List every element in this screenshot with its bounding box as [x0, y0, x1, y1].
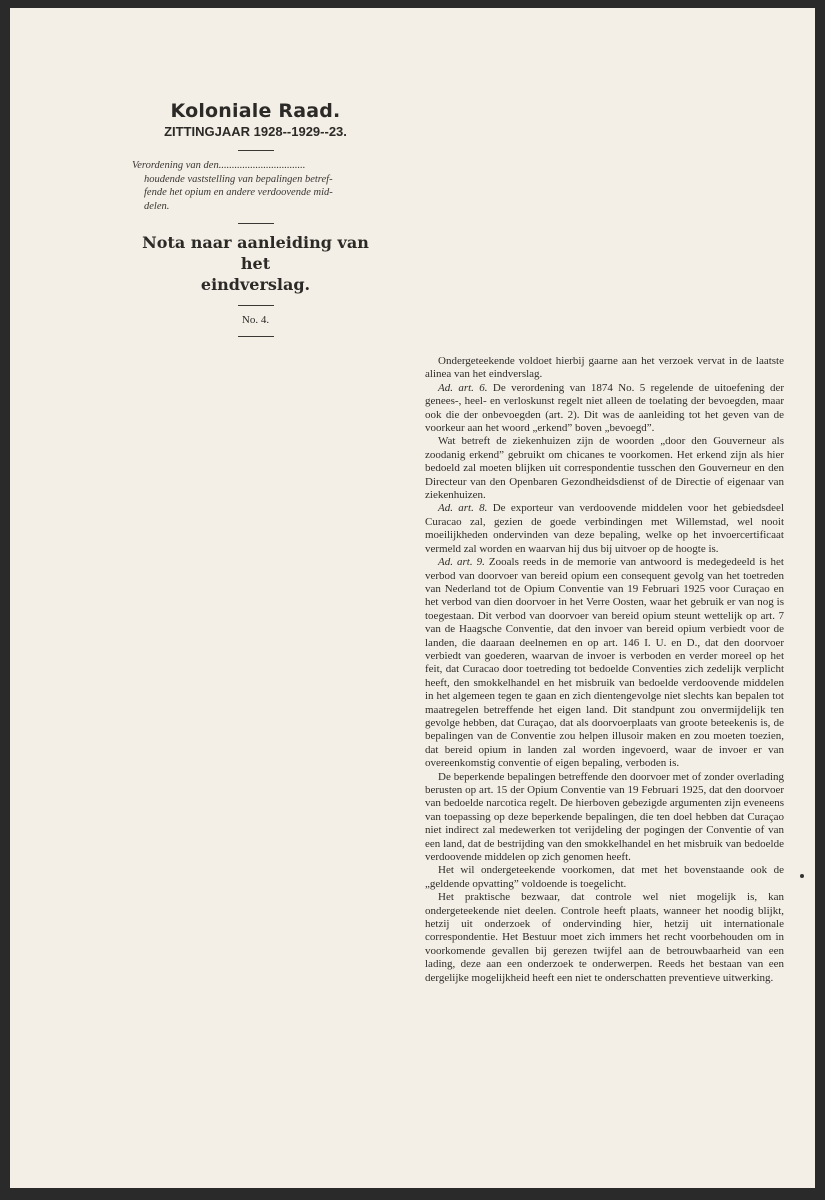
paragraph: De beperkende bepalingen betreffende den doorvoer met of zonder overlading berusten op art. 15 der Opium Conventie van 19 Februari 1925, dat den doorvoer van bedoelde narcotica regelt. De hierboven gebezigde argumenten zijn eveneens van toepassing op deze beperkende bepalingen, die ten doel hebben dat Curaçao niet indirect zal medewerken tot verijdeling der pogingen der Conventie of van een land, dat de bestrijding van den smokkelhandel en het misbruik van bedoelde verdoovende middelen op zich genomen heeft.	[425, 770, 784, 864]
divider	[238, 150, 274, 151]
paragraph-text: De verordening van 1874 No. 5 regelende de uitoefening der genees-, heel- en verloskunst regelt niet alleen de toelating der bevoegden, maar ook die der onbevoegden (art. 2). Dit was de aanleiding tot het geven van de voorkeur aan het woord „erkend” boven „bevoegd”.	[425, 381, 785, 435]
article-reference: Ad. art. 8.	[438, 502, 488, 515]
ordinance-line: Verordening van den.................................	[132, 160, 306, 171]
article-reference: Ad. art. 6.	[438, 381, 488, 394]
ordinance-line: fende het opium en andere verdoovende mid-	[144, 187, 333, 198]
article-reference: Ad. art. 9.	[438, 556, 485, 569]
paragraph: Wat betreft de ziekenhuizen zijn de woorden „door den Gouverneur als zoodanig erkend” gebruikt om chicanes te voorkomen. Het erkend zijn als hier bedoeld zal moeten blijken uit correspondentie tusschen den Gouverneur en den Directeur van den Openbaren Gezondheidsdienst of de Directie of eigenaar van ziekenhuizen.	[425, 435, 784, 502]
paragraph	[425, 556, 784, 771]
heading-block	[128, 100, 383, 337]
divider	[238, 336, 274, 337]
divider	[238, 223, 274, 224]
ordinance-description	[132, 159, 383, 213]
session-year: ZITTINGJAAR 1928--1929--23.	[164, 124, 347, 139]
council-name: Koloniale Raad.	[170, 100, 341, 122]
paragraph: Het wil ondergeteekende voorkomen, dat met het bovenstaande ook de „geldende opvatting” voldoende is toegelicht.	[425, 864, 784, 890]
paragraph-text: De exporteur van verdoovende middelen voor het gebiedsdeel Curacao zal, gezien de goede verbindingen met Willemstad, wel nooit moeilijkheden ondervinden van deze bepaling, welke op het invoercertificaat vermeld zal worden en waarvan hij dus bij uitvoer op de hoogte is.	[425, 502, 784, 555]
paragraph	[425, 382, 784, 436]
ordinance-line: houdende vaststelling van bepalingen betref-	[144, 173, 333, 185]
paragraph-text: Zooals reeds in de memorie van antwoord is medegedeeld is het verbod van doorvoer van bereid opium een consequent gevolg van het toetreden van Nederland tot de Opium Conventie van 19 Februari 1925 voor Curaçao en het verbod van dien doorvoer in het Verre Oosten, waar het gebruik er van nog is toegestaan. Dit verbod van doorvoer van bereid opium steunt wettelijk op art. 7 van de Haagsche Conventie, dat den invoer van bereid opium verbiedt voor de landen, die daaraan deelnemen en op art. 146 I. U. en D., dat den doorvoer verbiedt van goederen, waarvan de invoer is verboden en verder moreel op het feit, dat Curacao door toetreding tot bedoelde Conventies zich zedelijk verplicht heeft, den smokkelhandel en het misbruik van bedoelde verdoovende middelen in het algemeen tegen te gaan en zich dientengevolge niet slechts kan bepalen tot maatregelen betreffende het eigen land. Dit standpunt zou onvermijdelijk ten gevolge hebben, dat Curaçao, dat als doorvoerplaats van groote beteekenis is, de bepalingen van de Conventie zou helpen illusoir maken en zou moeten toezien, dat bereid opium in landen zal worden ingevoerd, waar de invoer er van overeenkomstig conventie of eigen bepaling, verboden is.	[425, 556, 784, 770]
ordinance-line: delen.	[144, 200, 170, 212]
document-number: No. 4.	[241, 314, 270, 326]
title-line: Nota naar aanleiding van het	[142, 233, 369, 273]
title-line: eindverslag.	[200, 275, 311, 294]
ink-speck	[800, 874, 804, 878]
paragraph: Ondergeteekende voldoet hierbij gaarne aan het verzoek vervat in de laatste alinea van het eindverslag.	[425, 355, 784, 381]
paragraph	[425, 502, 784, 556]
document-title	[128, 232, 383, 295]
document-page	[10, 8, 815, 1188]
paragraph: Het praktische bezwaar, dat controle wel niet mogelijk is, kan ondergeteekende niet deelen. Controle heeft plaats, wanneer het noodig blijkt, hetzij uit onderzoek of ondervinding hier, hetzij uit internationale correspondentie. Het Bestuur moet zich immers het recht voorbehouden om in voorkomende gevallen bij gerezen twijfel aan de betrouwbaarheid van een lading, deze aan een onderzoek te onderwerpen. Reeds het bestaan van een dergelijke mogelijkheid heeft een niet te onderschatten preventieve uitwerking.	[425, 891, 784, 984]
divider	[238, 305, 274, 306]
body-text	[425, 355, 784, 985]
